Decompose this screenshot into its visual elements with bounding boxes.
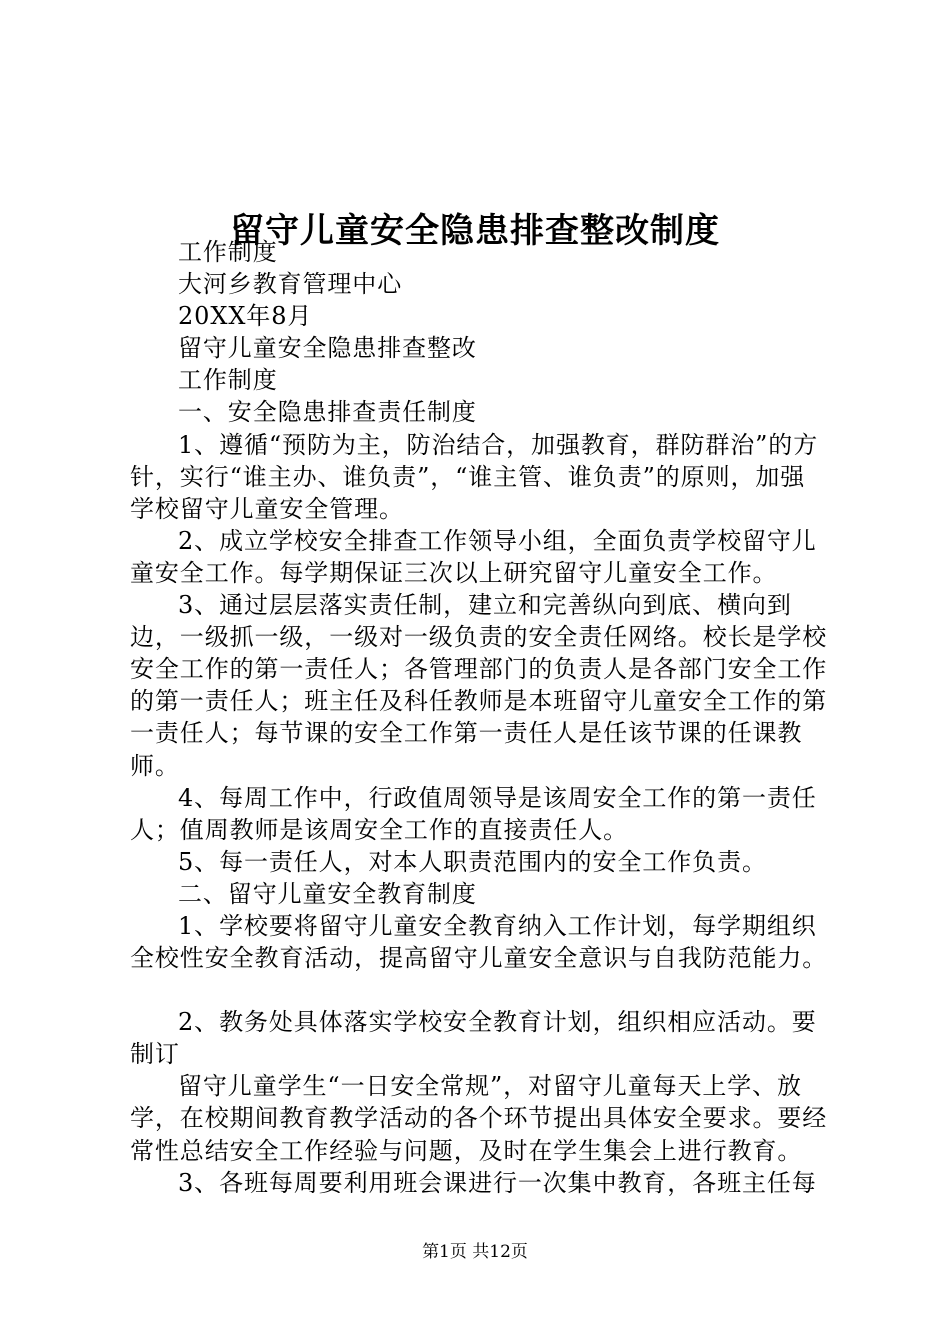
section-heading: 二、留守儿童安全教育制度 bbox=[178, 879, 477, 908]
paragraph: 2、教务处具体落实学校安全教育计划，组织相应活动。要制订 bbox=[130, 1008, 817, 1069]
blank-line bbox=[130, 974, 830, 1006]
paragraph: 3、通过层层落实责任制，建立和完善纵向到底、横向到边，一级抓一级，一级对一级负责的安全责任网络。校长是学校安全工作的第一责任人；各管理部门的负责人是各部门安全工作的第一责任人；班主任及科任教师是本班留守儿童安全工作的第一责任人；每节课的安全工作第一责任人是任该节课的任课教师。 bbox=[130, 591, 828, 780]
paragraph: 留守儿童安全隐患排查整改 bbox=[178, 334, 477, 363]
paragraph: 2、成立学校安全排查工作领导小组，全面负责学校留守儿童安全工作。每学期保证三次以上研究留守儿童安全工作。 bbox=[130, 526, 817, 587]
document-body bbox=[130, 236, 830, 1199]
paragraph: 工作制度 bbox=[178, 238, 278, 266]
section-heading: 一、安全隐患排查责任制度 bbox=[178, 398, 477, 427]
paragraph: 4、每周工作中，行政值周领导是该周安全工作的第一责任人；值周教师是该周安全工作的直接责任人。 bbox=[130, 783, 817, 844]
paragraph: 留守儿童学生“一日安全常规”，对留守儿童每天上学、放学，在校期间教育教学活动的各个环节提出具体安全要求。要经常性总结安全工作经验与问题，及时在学生集会上进行教育。 bbox=[130, 1072, 828, 1165]
paragraph: 1、学校要将留守儿童安全教育纳入工作计划，每学期组织全校性安全教育活动，提高留守儿童安全意识与自我防范能力。 bbox=[130, 911, 828, 973]
paragraph: 20XX年8月 bbox=[178, 302, 313, 331]
page-number-footer: 第1页 共12页 bbox=[422, 1242, 528, 1262]
paragraph: 工作制度 bbox=[178, 366, 278, 395]
paragraph: 3、各班每周要利用班会课进行一次集中教育，各班主任每 bbox=[178, 1168, 817, 1197]
document-title: 留守儿童安全隐患排查整改制度 bbox=[230, 210, 720, 251]
paragraph: 1、遵循“预防为主，防治结合，加强教育，群防群治”的方针，实行“谁主办、谁负责”，“谁主管、谁负责”的原则，加强学校留守儿童安全管理。 bbox=[130, 430, 819, 523]
paragraph: 5、每一责任人，对本人职责范围内的安全工作负责。 bbox=[178, 847, 767, 876]
paragraph: 大河乡教育管理中心 bbox=[178, 270, 403, 299]
